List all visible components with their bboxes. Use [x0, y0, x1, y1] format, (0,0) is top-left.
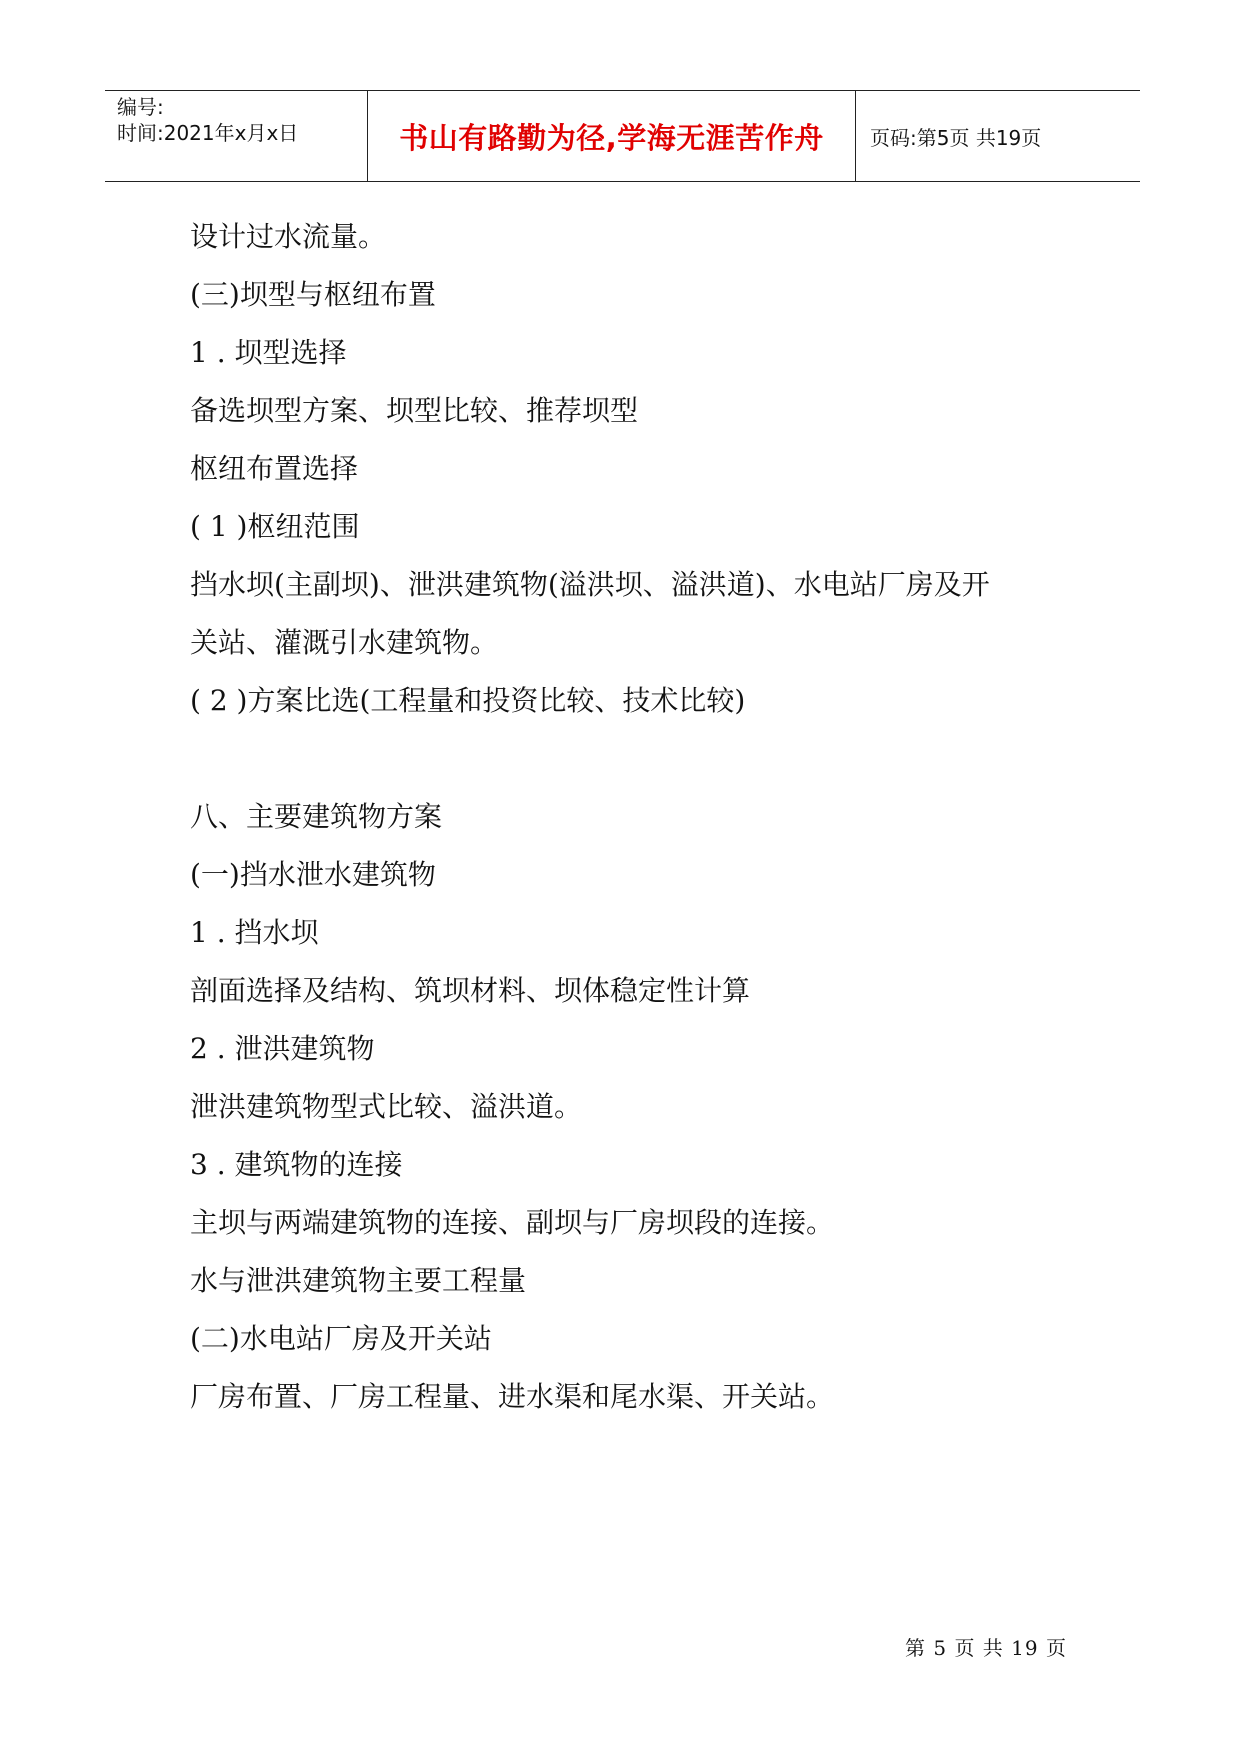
paragraph: 厂房布置、厂房工程量、进水渠和尾水渠、开关站。: [190, 1380, 835, 1413]
paragraph: 备选坝型方案、坝型比较、推荐坝型: [190, 394, 639, 427]
paragraph: 泄洪建筑物型式比较、溢洪道。: [190, 1090, 583, 1123]
header-meta-cell: [105, 91, 368, 181]
paragraph: 主坝与两端建筑物的连接、副坝与厂房坝段的连接。: [190, 1206, 835, 1239]
paragraph: 挡水坝(主副坝)、泄洪建筑物(溢洪坝、溢洪道)、水电站厂房及开: [190, 568, 990, 601]
document-number-label: 编号:: [117, 95, 164, 119]
paragraph: 水与泄洪建筑物主要工程量: [190, 1264, 527, 1297]
document-time-label: 时间:2021年x月x日: [117, 121, 299, 145]
subsection-heading: 3 . 建筑物的连接: [190, 1148, 403, 1181]
header-motto-cell: [368, 91, 856, 181]
subsection-heading: 1 . 挡水坝: [190, 916, 319, 949]
paragraph: 剖面选择及结构、筑坝材料、坝体稳定性计算: [190, 974, 751, 1007]
header-page-info: 页码:第5页 共19页: [870, 125, 1042, 150]
paragraph: 设计过水流量。: [190, 220, 387, 253]
subsection-heading: 2 . 泄洪建筑物: [190, 1032, 375, 1065]
subsection-heading: ( 2 )方案比选(工程量和投资比较、技术比较): [190, 684, 746, 717]
chapter-heading: 八、主要建筑物方案: [190, 800, 443, 833]
paragraph: 枢纽布置选择: [190, 452, 359, 485]
document-header: [105, 90, 1140, 182]
header-motto: 书山有路勤为径,学海无涯苦作舟: [399, 120, 824, 155]
subsection-heading: 1 . 坝型选择: [190, 336, 347, 369]
header-page-cell: [856, 91, 1140, 181]
section-heading: (三)坝型与枢纽布置: [190, 278, 436, 311]
section-heading: (一)挡水泄水建筑物: [190, 858, 436, 891]
paragraph: 关站、灌溉引水建筑物。: [190, 626, 499, 659]
subsection-heading: ( 1 )枢纽范围: [190, 510, 360, 543]
section-heading: (二)水电站厂房及开关站: [190, 1322, 492, 1355]
page-footer: 第 5 页 共 19 页: [905, 1636, 1067, 1660]
